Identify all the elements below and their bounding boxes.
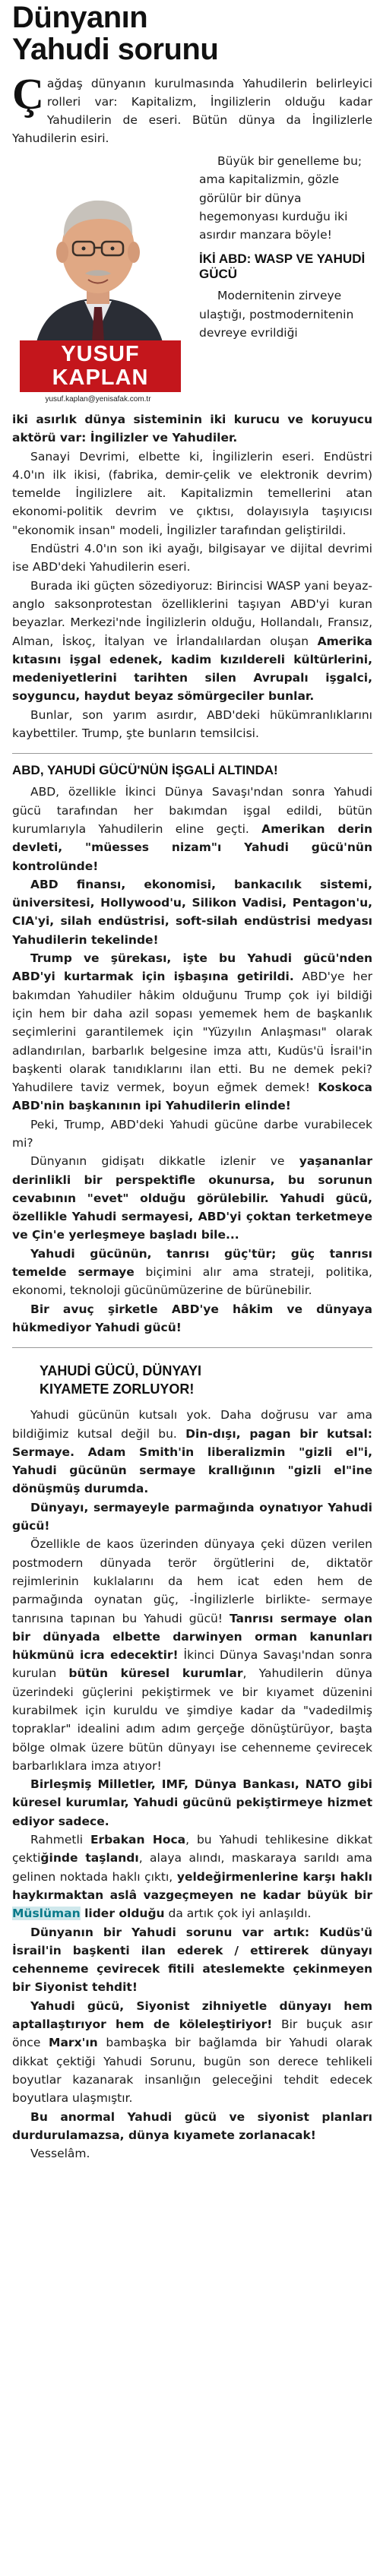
right-column	[199, 152, 372, 342]
author-last-name: KAPLAN	[52, 366, 149, 390]
paragraph-6: Bunlar, son yarım asırdır, ABD'deki hükümranlıklarını kaybettiler. Trump, şte bunların temsilcisi.	[12, 707, 372, 741]
section-divider	[12, 753, 372, 754]
paragraph-20: Yahudi gücü, Siyonist zihniyetle dünyayı hem aptallaştırıyor hem de köleleştiriyor! Bir buçuk asır önce Marx'ın bambaşka bir bağlamda bir Yahudi olarak dikkat çektiği Yahudi Sorunu, bugün son derece tehlikeli boyutlar kazanarak insanlığın geleceğini tehdit edecek boyutlara ulaşmıştır.	[12, 1998, 372, 2106]
paragraph-3: Sanayi Devrimi, elbette ki, İngilizlerin eseri. Endüstri 4.0'ın ilk ikisi, (fabrika, demir-çelik ve elektronik devrim) temelde İngilizlere ait. Kapitalizmin temellerini atan ekonomi-politik devrim ve çıktısı, dolayısıyla taşıyıcısı "ekonomik insan" modeli, İngilizler tarafından geliştirildi.	[12, 449, 372, 537]
subheading-iki-abd: İKİ ABD: WASP VE YAHUDİ GÜCÜ	[199, 252, 366, 282]
sign-off: Vesselâm.	[30, 2147, 90, 2161]
paragraph-17: Birleşmiş Milletler, IMF, Dünya Bankası, NATO gibi küresel kurumlar, Yahudi gücünü pekiştirmeye hizmet ediyor sadece.	[12, 1777, 372, 1828]
lead-text: ağdaş dünyanın kurulmasında Yahudilerin belirleyici rolleri var: Kapitalizm, İngilizlerin olduğu kadar Yahudilerin de eseri. Bütün dünya da İngilizlerle Yahudilerin esiri.	[12, 77, 372, 145]
paragraph-15: Dünyayı, sermayeyle parmağında oynatıyor Yahudi gücü!	[12, 1500, 372, 1533]
paragraph-18: Rahmetli Erbakan Hoca, bu Yahudi tehlikesine dikkat çektiğinde taşlandı, alaya alındı, maskaraya sarıldı ama gelinen noktada haklı çıktı, yeldeğirmenlerine karşı haklı haykırmaktan aslâ vazgeçmeyen ne kadar büyük bir Müslüman lider olduğu da artık çok iyi anlaşıldı.	[12, 1833, 372, 1921]
author-first-name: YUSUF	[61, 342, 140, 366]
paragraph-13: Bir avuç şirketle ABD'ye hâkim ve dünyaya hükmediyor Yahudi gücü!	[12, 1302, 372, 1334]
subheading-abd-yahudi: ABD, YAHUDİ GÜCÜ'NÜN İŞGALİ ALTINDA!	[12, 763, 278, 778]
paragraph-7: ABD, özellikle İkinci Dünya Savaşı'ndan sonra Yahudi gücü tarafından her bakımdan işgal edildi, bütün kurumlarıyla Yahudilerin eline geçti. Amerikan derin devleti, "müesses nizam"ı Yahudi gücü'nün kontrolünde!	[12, 785, 372, 873]
title-line-1: Dünyanın	[12, 1, 148, 34]
article-title	[12, 2, 372, 65]
author-portrait	[12, 152, 184, 348]
paragraph-19: Dünyanın bir Yahudi sorunu var artık: Kudüs'ü İsrail'in başkenti ilan ederek / ettirerek dünyayı cehenneme çevirecek fitili ateslemekte çekinmeyen bir Siyonist tehdit!	[12, 1925, 372, 1995]
intro-paragraph: Büyük bir genelleme bu; ama kapitalizmin, gözle görülür bir dünya hegemonyası kurduğu iki asırdır manzara böyle!	[199, 154, 363, 242]
paragraph-9: Trump ve şürekası, işte bu Yahudi gücü'nden ABD'yi kurtarmak için işbaşına getirildi. ABD'ye her bakımdan Yahudiler hâkim olduğunu Trump çok iyi bildiği için hem bir daha azil sopası yememek hem de başkanlık seçimlerini garantilemek için "Yüzyılın Anlaşması" olarak adlandırılan, barbarlık belgesine imza attı, Kudüs'ü İsrail'in başkenti olarak tanıdıklarını ilan etti. Bu ne demek peki? Yahudilere taviz vermek, boyun eğmek demek! Koskoca ABD'nin başkanının ipi Yahudilerin elinde!	[12, 951, 372, 1113]
drop-cap: Ç	[12, 69, 44, 119]
highlighted-word: Müslüman	[12, 1907, 81, 1921]
section-divider-2	[12, 1347, 372, 1348]
paragraph-4: Endüstri 4.0'ın son iki ayağı, bilgisayar ve dijital devrimi ise ABD'deki Yahudilerin eseri.	[12, 542, 372, 574]
author-section	[12, 152, 372, 410]
paragraph-5: Burada iki güçten sözediyoruz: Birincisi WASP yani beyaz-anglo saksonprotestan özelliklerini taşıyan ABD'yi kuran beyazlar. Merkezi'nde İngilizlerin olduğu, Hollandalı, Fransız, Alman, İskoç, İtalyan ve İrlandalılardan oluşan Amerika kıtasını işgal edenek, kadim kızıldereli kültürlerini, medeniyetlerini tarihten silen Avrupalı işgalci, soyguncu, haydut beyaz sömürgeciler bunlar.	[12, 578, 372, 704]
paragraph-2-end: iki asırlık dünya sisteminin iki kurucu ve koruyucu aktörü var: İngilizler ve Yahudiler.	[12, 413, 372, 445]
article-lead	[12, 69, 372, 147]
author-email: yusuf.kaplan@yenisafak.com.tr	[45, 395, 151, 403]
title-line-2: Yahudi sorunu	[12, 33, 219, 66]
author-card	[12, 152, 184, 407]
author-name-banner	[20, 340, 181, 392]
paragraph-12: Yahudi gücünün, tanrısı güç'tür; güç tanrısı temelde sermaye biçimini alır ama strateji, politika, ekonomi, teknoloji gücünümüzerine de bürünebilir.	[12, 1246, 372, 1298]
paragraph-14: Yahudi gücünün kutsalı yok. Daha doğrusu var ama bildiğimiz kutsal değil bu. Din-dışı, pagan bir kutsal: Sermaye. Adam Smith'in liberalizmin "gizli el"i, Yahudi gücünün sermaye krallığının "gizli el"ine dönüşmüş durumda.	[12, 1408, 372, 1496]
article-column	[12, 2, 372, 2163]
paragraph-10: Peki, Trump, ABD'deki Yahudi gücüne darbe vurabilecek mi?	[12, 1117, 372, 1150]
paragraph-2-start: Modernitenin zirveye ulaştığı, postmodernitenin devreye evrildiği	[199, 289, 354, 340]
paragraph-8: ABD finansı, ekonomisi, bankacılık sistemi, üniversitesi, Hollywood'u, Silikon Vadisi, Pentagon'u, CIA'yi, silah endüstrisi, soft-silah endüstrisi medyası Yahudilerin tekelinde!	[12, 877, 372, 947]
paragraph-21: Bu anormal Yahudi gücü ve siyonist planları durdurulamazsa, dünya kıyamete zorlanacak!	[12, 2109, 372, 2142]
subheading-kiyamet: YAHUDİ GÜCÜ, DÜNYAYI KIYAMETE ZORLUYOR!	[40, 1363, 202, 1397]
paragraph-16: Özellikle de kaos üzerinden dünyaya çeki düzen verilen postmodern dünyada terör örgütlerini de, diktatör rejimlerinin kuklalarını da hem icat eden hem de parmağında oynatan güç, -İngilizlerle birlikte- sermaye tanrısına tapınan bu Yahudi gücü! Tanrısı sermaye olan bir dünyada elbette darwinyen orman kanunları hükmünü icra edecektir! İkinci Dünya Savaşı'ndan sonra kurulan bütün küresel kurumlar, Yahudilerin dünya üzerindeki güçlerini pekiştirmek ve bir kıyamet düzenini kurabilmek için kuruldu ve şimdiye kadar da "vadedilmiş topraklar" idealini adım adım gerçeğe dönüştürüyor, başta bölge olmak üzere bütün dünyayı ise cehenneme çevirecek barbarlıklara imza atıyor!	[12, 1537, 373, 1773]
paragraph-11: Dünyanın gidişatı dikkatle izlenir ve yaşananlar derinlikli bir perspektifle okunursa, bu sorunun cevabının "evet" olduğu görülebilir. Yahudi gücü, özellikle Yahudi sermayesi, ABD'yi çoktan terketmeye ve Çin'e yerleşmeye başladı bile...	[12, 1154, 372, 1242]
